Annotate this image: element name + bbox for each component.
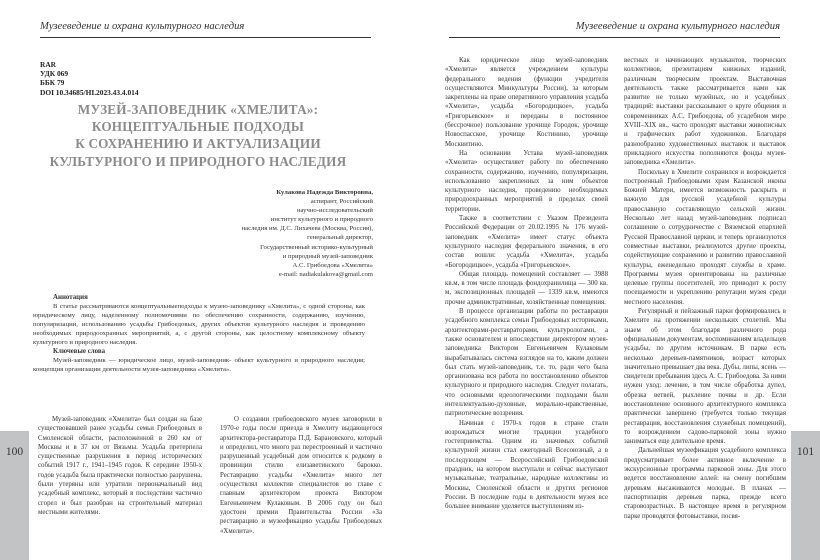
- body-column-right: [220, 415, 382, 536]
- abstract: [33, 293, 365, 374]
- page-number: 101: [796, 446, 815, 458]
- author-name: Кулакова Надежда Викторовна,: [276, 189, 373, 196]
- paragraph: Дальнейшая музеефикация усадебного комплекса предусматривает более активное включение в экскурсионные программы парковой зоны. Для этого ведется восстановление аллей: на смену погибшим деревьям высаживаются молодые. В планах — паспортизация деревьев парка, прежде всего старовозрастных. В настоящее время в регулярном парке проводятся фотовыставки, посвя-: [624, 447, 786, 520]
- body-column-left: [445, 56, 608, 512]
- title-line: КОНЦЕПТУАЛЬНЫЕ ПОДХОДЫ: [91, 119, 305, 135]
- paragraph: О создании грибоедовского музея заговорили в 1970-е годы после приезда в Хмелиту выдающегося архитектора-реставратора П.Д. Барановского, который и определил, что много раз перестроенный и частично разрушенный усадебный дом относится к редкому в провинции стилю елизаветинского барокко. Реставрацию усадьбы «Хмелита» много лет осуществлял коллектив специалистов во главе с главным архитектором проекта Виктором Евгеньевичем Кулаковым. В 2006 году он был удостоен премии Правительства России «За реставрацию и музеефикацию усадьбы Грибоедовых «Хмелита».: [220, 416, 382, 535]
- author-line: наследия им. Д.С. Лихачева (Москва, Россия),: [241, 225, 373, 233]
- meta-doi: DOI 10.34685/HI.2023.43.4.014: [40, 87, 139, 97]
- article-meta: [40, 60, 139, 97]
- abstract-text: В статье рассматриваются концептуальныеподходы к музею-заповеднику «Хмелита», с одной стороны, как юридическому лицу, наделенному полномочиями по обеспечению сохранности, содержанию, изучению, популяризации, использованию усадьбы Грибоедовых, других объектов культурного наследия и проведению необходимых природоохранных мероприятий, а, с другой стороны, как целостному комплексному объекту культурного и природного наследия.: [33, 303, 365, 347]
- paragraph: Регулярный и пейзажный парки формировались в Хмелите на протяжении нескольких столетий. Мы знаем об этом благодаря различного рода официальным документам, воспоминаниям владельцев усадьбы, по другим источникам. В парке есть несколько деревьев-памятников, возраст которых значительно превышает два века. Дубы, липы, ясень — свидетели пребывания здесь А. С. Грибоедова. За ними нужен уход: лечение, в том числе обработка дупел, обрезка ветвей, рыхление почвы и др. Если восстановление основного архитектурного комплекса практически завершено (требуется только текущая реставрация, восстановления служебных помещений), то возрождением садово-парковой зоны нужно заниматься еще длительное время.: [624, 308, 786, 446]
- author-line: А.С. Грибоедова «Хмелита»: [292, 261, 373, 269]
- paragraph: Общая площадь помещений составляет — 3988 кв.м, в том числе площадь фондохранилища — 300 кв. м, экспозиционных площадей — 1339 кв.м, имеются прочие административные, хозяйственные помещения.: [445, 270, 608, 306]
- page-number-tab: [0, 431, 29, 560]
- running-head: Музееведение и охрана культурного наследия: [40, 21, 245, 32]
- author-line: и природный музей-заповедник: [282, 252, 373, 260]
- paragraph: В процессе организации работы по реставрации усадебного комплекса семьи Грибоедовых историками, архитекторами-реставраторами, культурологами, а также основателем и впоследствии директором музея-заповедника Виктором Евгеньевичем Кулаковым вырабатывалась система взглядов на то, каким должен был стать музей-заповедник, т.е. то, ради чего была организована вся работа по восстановлению объектов культурного и природного наследия. Следует полагать, что основными идеологическими подходами были интеллектуально-духовные, морально-нравственные, патриотические воззрения.: [445, 308, 608, 418]
- keywords-text: Музей-заповедник — юридическое лицо, музей-заповедник- объект культурного и природного наследия; концепция организации деятельности музея-заповедника «Хмелита».: [33, 357, 365, 374]
- body-column-left: [38, 415, 202, 517]
- page-number: 100: [5, 446, 24, 458]
- paragraph: Музей-заповедник «Хмелита» был создан на базе существовавшей ранее усадьбы семьи Грибоедовых в Смоленской области, расположенной в 260 км от Москвы и в 37 км от Вязьмы. Усадьба претерпела существенные разрушения в период исторических событий 1917 г., 1941–1945 годов. К середине 1950-х годов усадьба была практически полностью разрушена, были утеряны или утратили первоначальный вид усадебный комплекс, который в последствии частично сгорел и был разобран на строительный материал местными жителями.: [38, 416, 202, 516]
- meta-rar: RAR: [40, 60, 57, 69]
- paragraph: Также в соответствии с Указом Президента Российской Федерации от 20.02.1995 № 176 музей-заповедник «Хмелита» имеет статус объекта культурного наследия федерального значения, в его состав вошли: усадьба «Хмелита», усадьба «Богородицкое», усадьба «Григорьевское».: [445, 215, 608, 269]
- paragraph: Поскольку в Хмелите сохранился и возрождается построенный Грибоедовыми храм Казанской иконы Божией Матери, имеется возможность раскрыть и важную для русской усадебной культуры православную составляющую сельской жизни. Несколько лет назад музей-заповедник подписал соглашение о сотрудничестве с Вяземской епархией Русской Православной церкви, и теперь организуются совместные выставки, реализуются другие проекты, содействующие сохранению и развитию православной культуры, еженедельно проходят службы в храме. Программы музея ориентированы на различные целевые группы посетителей, это приводит к росту посещаемости и укреплению репутации музея среди местного населения.: [624, 168, 786, 306]
- body-column-right: [624, 56, 786, 521]
- author-line: Государственный историко-культурный: [260, 243, 373, 251]
- author-line: аспирант, Российский: [310, 198, 373, 206]
- right-page: [410, 0, 820, 560]
- header-rule: [40, 37, 371, 38]
- author-block: [143, 188, 373, 279]
- paragraph: Как юридическое лицо музей-заповедник «Хмелита» является учреждением культуры федерального ведения (функции учредителя осуществляются Минкультуры России), за которым закреплены на праве оперативного управления усадьба «Хмелита», усадьба «Богородицкое», усадьба «Григорьевское» и переданы в постоянное (бессрочное) пользование урочище Городок, урочище Новоспасское, урочище Костинино, урочище Москвитино.: [445, 57, 608, 148]
- author-line: научно-исследовательский: [296, 207, 373, 215]
- title-line: МУЗЕЙ-ЗАПОВЕДНИК «ХМЕЛИТА»:: [77, 102, 319, 117]
- keywords-heading: Ключевые слова: [53, 348, 106, 356]
- author-email: e-mail: nadiakulakova@gmail.com: [278, 270, 373, 278]
- author-line: генеральный директор,: [307, 234, 373, 242]
- title-line: КУЛЬТУРНОГО И ПРИРОДНОГО НАСЛЕДИЯ: [49, 153, 347, 169]
- paragraph: вестных и начинающих музыкантов, творческих коллективов, презентациям книжных изданий, различным творческим проектам. Выставочная деятельность также рассматривается нами как развитие не только музейных, но и усадебных традиций: выставки рассказывают о круге общения и современниках А.С. Грибоедова, об усадебном мире XVIII–XIX вв., часто проходят выставки живописных и графических работ художников. Благодаря разнообразию художественных выставок и выставок прикладного искусства пополняются фонды музея-заповедника «Хмелита».: [624, 57, 786, 167]
- header-rule: [449, 37, 780, 38]
- abstract-heading: Аннотация: [53, 294, 88, 301]
- page-number-tab: [791, 431, 820, 560]
- paragraph: Начиная с 1970-х годов в стране стали возрождаться многие традиции усадебного гостеприимства. Одним из значимых событий культурной жизни стал ежегодный Всесоюзный, а в последующем — Всероссийский Грибоедовский праздник, на котором выступали и сейчас выступают музыкальные, театральные, народные коллективы из Москвы, Смоленской области и других регионов России. В последние годы в деятельности музея все большее внимание уделяется выступлениям из-: [445, 419, 608, 511]
- meta-bbk: ББК 79: [40, 78, 65, 88]
- article-title: [38, 101, 358, 170]
- running-head: Музееведение и охрана культурного наследия: [575, 21, 780, 32]
- author-line: институт культурного и природного: [270, 216, 373, 224]
- title-line: К СОХРАНЕНИЮ И АКТУАЛИЗАЦИИ: [75, 136, 321, 152]
- paragraph: На основании Устава музей-заповедник «Хмелита» осуществляет работу по обеспечению сохранности, содержанию, изучению, популяризации, использованию закрепленных за ним объектов культурного наследия, проведению необходимых природоохранных мероприятий в пределах своей территории.: [445, 149, 608, 213]
- meta-udk: УДК 069: [40, 69, 69, 79]
